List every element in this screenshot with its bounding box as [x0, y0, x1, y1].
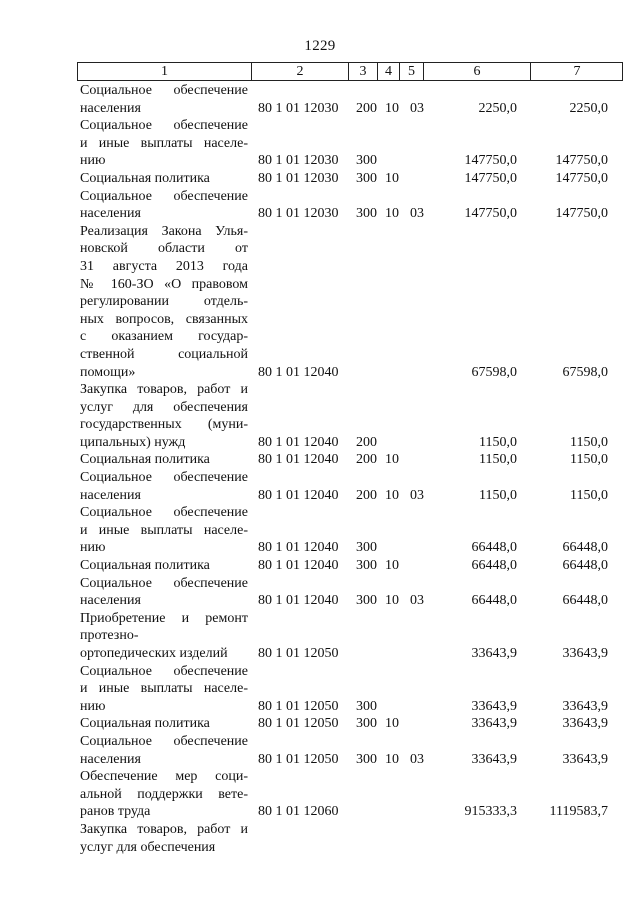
- description-line: нию: [80, 698, 106, 714]
- amount-col-7: 1119583,7: [549, 804, 608, 820]
- expense-type: 200: [356, 100, 377, 116]
- amount-col-7: 66448,0: [562, 540, 608, 556]
- subsection: 03: [410, 100, 424, 116]
- amount-col-7: 66448,0: [562, 558, 608, 574]
- table-row: [80, 469, 620, 504]
- expense-type: 300: [356, 540, 377, 556]
- description-line: Социальное обеспечение: [80, 470, 248, 486]
- budget-code: 80 1 01 12050: [258, 751, 339, 767]
- budget-code: 80 1 01 12040: [258, 593, 339, 609]
- budget-code: 80 1 01 12040: [258, 487, 339, 503]
- amount-col-7: 147750,0: [555, 170, 608, 186]
- row-values: [80, 152, 620, 170]
- row-values: [80, 557, 620, 575]
- amount-col-7: 33643,9: [562, 716, 608, 732]
- budget-code: 80 1 01 12030: [258, 170, 339, 186]
- budget-code: 80 1 01 12040: [258, 558, 339, 574]
- header-col-2: 2: [251, 63, 348, 80]
- description-line: ственной социальной: [80, 346, 248, 362]
- table-row: [80, 821, 620, 856]
- amount-col-6: 2250,0: [478, 100, 517, 116]
- expense-type: 200: [356, 487, 377, 503]
- amount-col-6: 33643,9: [471, 646, 517, 661]
- budget-code: 80 1 01 12050: [258, 698, 339, 714]
- amount-col-7: 1150,0: [570, 487, 608, 503]
- description-line: нию: [80, 153, 106, 169]
- table-row: [80, 610, 620, 663]
- description-line: населения: [80, 206, 141, 222]
- subsection: 03: [410, 593, 424, 609]
- description-line: Приобретение и ремонт: [80, 610, 248, 626]
- table-row: [80, 451, 620, 469]
- description-line: Социальная политика: [80, 170, 210, 186]
- expense-type: 200: [356, 452, 377, 468]
- amount-col-6: 147750,0: [464, 170, 517, 186]
- expense-type: 300: [356, 716, 377, 732]
- section: 10: [385, 100, 399, 116]
- budget-code: 80 1 01 12040: [258, 434, 339, 450]
- amount-col-6: 33643,9: [471, 716, 517, 732]
- budget-code: 80 1 01 12040: [258, 364, 339, 380]
- budget-code: 80 1 01 12030: [258, 100, 339, 116]
- expense-type: 300: [356, 751, 377, 767]
- description-line: Социальная политика: [80, 558, 210, 574]
- row-values: [80, 698, 620, 716]
- expense-type: 200: [356, 434, 377, 450]
- amount-col-6: 147750,0: [464, 153, 517, 169]
- description-line: 31 августа 2013 года: [80, 258, 248, 274]
- subsection: 03: [410, 751, 424, 767]
- description-line: Социальная политика: [80, 716, 210, 732]
- description-line: Закупка товаров, работ и: [80, 382, 248, 398]
- budget-code: 80 1 01 12030: [258, 206, 339, 222]
- description-line: Социальное обеспечение: [80, 663, 248, 679]
- row-values: [80, 487, 620, 505]
- expense-type: 300: [356, 593, 377, 609]
- amount-col-7: 147750,0: [555, 153, 608, 169]
- table-row: [80, 381, 620, 451]
- amount-col-6: 147750,0: [464, 206, 517, 222]
- description-line: государственных (муни-: [80, 417, 248, 433]
- amount-col-6: 66448,0: [471, 540, 517, 556]
- amount-col-7: 33643,9: [562, 751, 608, 767]
- section: 10: [385, 487, 399, 503]
- table-row: [80, 575, 620, 610]
- row-values: [80, 364, 620, 382]
- description-line: новской области от: [80, 241, 248, 257]
- amount-col-6: 33643,9: [471, 698, 517, 714]
- description-line: Обеспечение мер соци-: [80, 769, 248, 785]
- description-line: помощи»: [80, 364, 136, 380]
- table-row: [80, 557, 620, 575]
- table-row: [80, 733, 620, 768]
- budget-code: 80 1 01 12030: [258, 153, 339, 169]
- header-col-5: 5: [399, 63, 423, 80]
- row-values: [80, 205, 620, 223]
- description-line: альной поддержки вете-: [80, 786, 248, 802]
- amount-col-7: 33643,9: [562, 698, 608, 714]
- row-values: [80, 645, 620, 663]
- description-line: Социальное обеспечение: [80, 575, 248, 591]
- amount-col-7: 1150,0: [570, 452, 608, 468]
- table-body: [80, 82, 620, 856]
- amount-col-6: 66448,0: [471, 593, 517, 609]
- amount-col-6: 1150,0: [479, 434, 517, 450]
- budget-code: 80 1 01 12050: [258, 716, 339, 732]
- subsection: 03: [410, 206, 424, 222]
- amount-col-7: 1150,0: [570, 434, 608, 450]
- description-line: нию: [80, 540, 106, 556]
- description-line: населения: [80, 100, 141, 116]
- description-line: и иные выплаты населе-: [80, 135, 248, 151]
- section: 10: [385, 452, 399, 468]
- row-values: [80, 803, 620, 821]
- expense-type: 300: [356, 206, 377, 222]
- table-header: [77, 62, 623, 81]
- header-col-6: 6: [423, 63, 530, 80]
- description-line: протезно-: [80, 628, 139, 644]
- table-row: [80, 223, 620, 381]
- section: 10: [385, 751, 399, 767]
- subsection: 03: [410, 487, 424, 503]
- description-line: населения: [80, 593, 141, 609]
- description-line: и иные выплаты населе-: [80, 522, 248, 538]
- row-values: [80, 751, 620, 769]
- budget-code: 80 1 01 12040: [258, 540, 339, 556]
- description-line: ных вопросов, связанных: [80, 311, 248, 327]
- description-line: Социальное обеспечение: [80, 505, 248, 521]
- amount-col-7: 147750,0: [555, 206, 608, 222]
- description-line: Реализация Закона Улья-: [80, 223, 248, 239]
- header-col-7: 7: [530, 63, 623, 80]
- description-line: Социальное обеспечение: [80, 188, 248, 204]
- description-line: № 160-ЗО «О правовом: [80, 276, 248, 292]
- header-col-1: 1: [161, 64, 168, 79]
- description-line: Социальное обеспечение: [80, 733, 248, 749]
- row-values: [80, 451, 620, 469]
- header-col-4: 4: [377, 63, 399, 80]
- section: 10: [385, 593, 399, 609]
- header-col-3: 3: [348, 63, 377, 80]
- amount-col-6: 33643,9: [471, 751, 517, 767]
- row-values: [80, 839, 620, 857]
- page-number: 1229: [304, 38, 336, 54]
- amount-col-7: 2250,0: [569, 100, 608, 116]
- description-line: Социальная политика: [80, 452, 210, 468]
- description-line: населения: [80, 751, 141, 767]
- table-row: [80, 117, 620, 170]
- expense-type: 300: [356, 698, 377, 714]
- table-row: [80, 768, 620, 821]
- amount-col-6: 1150,0: [479, 487, 517, 503]
- table-row: [80, 188, 620, 223]
- budget-code: 80 1 01 12050: [258, 646, 339, 661]
- section: 10: [385, 558, 399, 574]
- table-row: [80, 663, 620, 716]
- row-values: [80, 592, 620, 610]
- budget-code: 80 1 01 12040: [258, 452, 339, 468]
- description-line: населения: [80, 487, 141, 503]
- amount-col-6: 67598,0: [471, 364, 517, 380]
- row-values: [80, 100, 620, 118]
- row-values: [80, 715, 620, 733]
- row-description: [80, 223, 248, 381]
- description-line: Закупка товаров, работ и: [80, 821, 248, 837]
- row-values: [80, 539, 620, 557]
- amount-col-7: 67598,0: [562, 364, 608, 380]
- description-line: регулировании отдель-: [80, 294, 248, 310]
- description-line: с оказанием государ-: [80, 329, 248, 345]
- amount-col-6: 66448,0: [471, 558, 517, 574]
- budget-code: 80 1 01 12060: [258, 804, 339, 820]
- description-line: и иные выплаты населе-: [80, 681, 248, 697]
- description-line: Социальное обеспечение: [80, 83, 248, 98]
- expense-type: 300: [356, 153, 377, 169]
- description-line: услуг для обеспечения: [80, 839, 216, 855]
- description-line: Социальное обеспечение: [80, 118, 248, 134]
- amount-col-7: 66448,0: [562, 593, 608, 609]
- description-line: ципальных) нужд: [80, 434, 186, 450]
- table-row: [80, 504, 620, 557]
- table-row: [80, 82, 620, 117]
- table-row: [80, 170, 620, 188]
- amount-col-7: 33643,9: [562, 646, 608, 661]
- table-row: [80, 715, 620, 733]
- amount-col-6: 915333,3: [464, 804, 517, 820]
- description-line: услуг для обеспечения: [80, 399, 248, 415]
- row-values: [80, 170, 620, 188]
- section: 10: [385, 170, 399, 186]
- expense-type: 300: [356, 170, 377, 186]
- amount-col-6: 1150,0: [479, 452, 517, 468]
- section: 10: [385, 206, 399, 222]
- expense-type: 300: [356, 558, 377, 574]
- row-values: [80, 434, 620, 452]
- section: 10: [385, 716, 399, 732]
- description-line: ортопедических изделий: [80, 646, 228, 661]
- description-line: ранов труда: [80, 804, 151, 820]
